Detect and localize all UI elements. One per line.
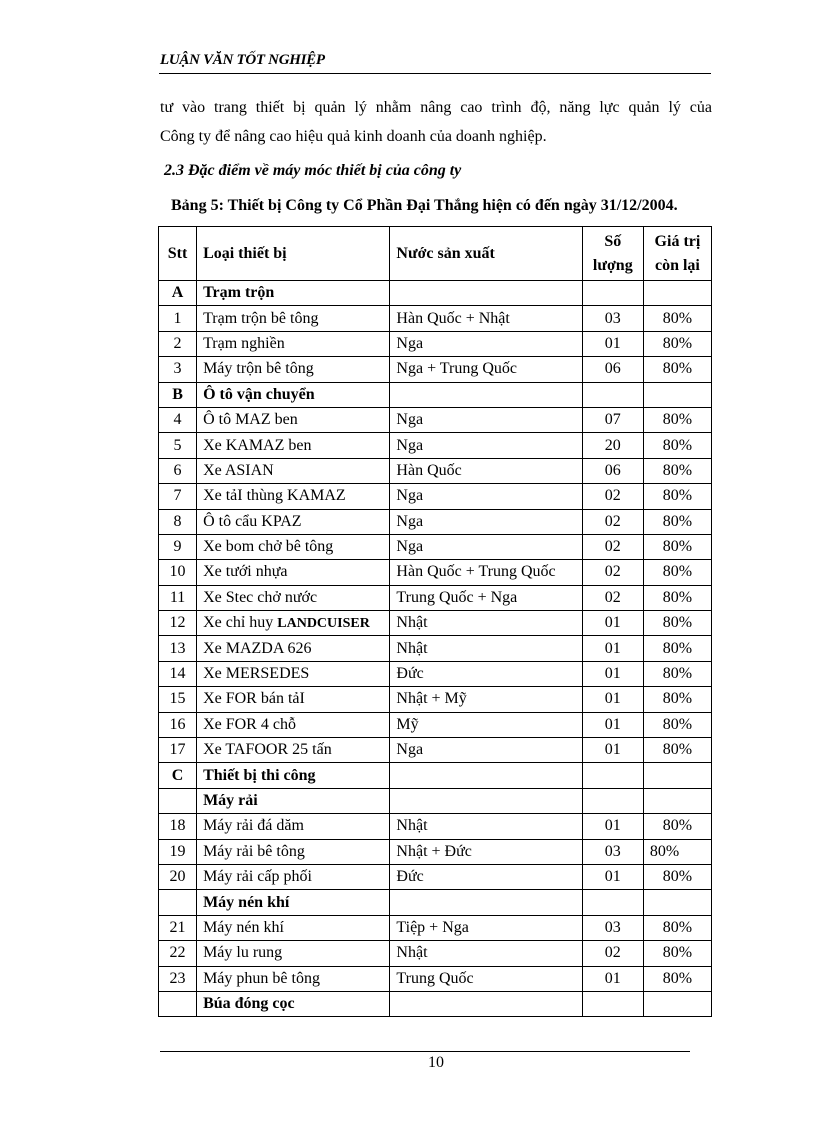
cell-quantity	[582, 890, 643, 915]
cell-equipment-type	[197, 484, 390, 509]
cell-quantity	[582, 763, 643, 788]
table-row	[159, 687, 712, 712]
footer-rule	[160, 1051, 690, 1052]
equipment-type-text: Xe TAFOOR 25 tấn	[203, 741, 332, 759]
cell-stt	[159, 991, 197, 1016]
cell-country-of-origin	[390, 763, 582, 788]
cell-country-of-origin: Nhật	[390, 941, 582, 966]
cell-quantity: 01	[582, 864, 643, 889]
equipment-table	[158, 226, 712, 1017]
cell-country-of-origin: Nhật	[390, 611, 582, 636]
cell-equipment-type	[197, 687, 390, 712]
cell-country-of-origin: Hàn Quốc + Nhật	[390, 306, 582, 331]
cell-stt: 12	[159, 611, 197, 636]
cell-remaining-value: 80%	[643, 458, 711, 483]
cell-country-of-origin	[390, 890, 582, 915]
cell-stt	[159, 788, 197, 813]
cell-quantity: 02	[582, 534, 643, 559]
cell-equipment-type	[197, 864, 390, 889]
cell-stt: 7	[159, 484, 197, 509]
equipment-type-text: Xe MAZDA 626	[203, 639, 312, 657]
cell-remaining-value: 80%	[643, 814, 711, 839]
cell-country-of-origin: Trung Quốc + Nga	[390, 585, 582, 610]
table-row	[159, 484, 712, 509]
equipment-type-text: Xe Stec chở nước	[203, 588, 318, 606]
cell-quantity: 03	[582, 915, 643, 940]
table-row	[159, 331, 712, 356]
table-row	[159, 357, 712, 382]
cell-quantity	[582, 281, 643, 306]
cell-equipment-type	[197, 661, 390, 686]
equipment-brand-text: LANDCUISER	[277, 615, 370, 631]
cell-remaining-value: 80%	[643, 585, 711, 610]
equipment-type-text: Máy rải bê tông	[203, 842, 305, 860]
table-row	[159, 611, 712, 636]
table-row	[159, 915, 712, 940]
cell-stt: 4	[159, 407, 197, 432]
table-header-row	[159, 227, 712, 281]
equipment-type-text: Trạm trộn	[203, 284, 275, 302]
equipment-type-text: Máy phun bê tông	[203, 969, 320, 987]
cell-quantity: 06	[582, 458, 643, 483]
equipment-type-text: Xe FOR 4 chỗ	[203, 715, 296, 733]
table-row	[159, 560, 712, 585]
cell-equipment-type	[197, 915, 390, 940]
cell-country-of-origin: Nga	[390, 484, 582, 509]
cell-equipment-type	[197, 712, 390, 737]
cell-quantity: 01	[582, 966, 643, 991]
cell-country-of-origin: Hàn Quốc + Trung Quốc	[390, 560, 582, 585]
table-row	[159, 636, 712, 661]
table-row	[159, 407, 712, 432]
equipment-type-text: Búa đóng cọc	[203, 995, 295, 1013]
equipment-type-text: Xe bom chở bê tông	[203, 538, 334, 556]
cell-remaining-value: 80%	[643, 331, 711, 356]
cell-remaining-value: 80%	[643, 661, 711, 686]
cell-stt: 13	[159, 636, 197, 661]
cell-remaining-value: 80%	[643, 687, 711, 712]
cell-country-of-origin	[390, 281, 582, 306]
running-header-title: LUẬN VĂN TỐT NGHIỆP	[160, 52, 325, 68]
cell-country-of-origin	[390, 382, 582, 407]
cell-stt: C	[159, 763, 197, 788]
cell-stt: B	[159, 382, 197, 407]
cell-equipment-type	[197, 966, 390, 991]
cell-country-of-origin: Hàn Quốc	[390, 458, 582, 483]
cell-remaining-value: 80%	[643, 915, 711, 940]
header-quantity-line-2: lượng	[592, 256, 633, 274]
cell-country-of-origin: Nga	[390, 509, 582, 534]
cell-equipment-type	[197, 433, 390, 458]
cell-equipment-type	[197, 890, 390, 915]
cell-country-of-origin: Nga	[390, 738, 582, 763]
cell-remaining-value: 80%	[643, 636, 711, 661]
cell-stt: 21	[159, 915, 197, 940]
cell-remaining-value	[643, 890, 711, 915]
cell-remaining-value	[643, 281, 711, 306]
cell-quantity: 02	[582, 509, 643, 534]
equipment-type-text: Máy lu rung	[203, 944, 283, 962]
cell-stt: 9	[159, 534, 197, 559]
equipment-type-text: Máy trộn bê tông	[203, 360, 314, 378]
header-quantity	[582, 227, 643, 281]
cell-equipment-type	[197, 331, 390, 356]
header-quantity-line-1: Số	[604, 232, 622, 250]
cell-quantity: 01	[582, 814, 643, 839]
table-group-row	[159, 991, 712, 1016]
cell-remaining-value: 80%	[643, 306, 711, 331]
cell-remaining-value: 80%	[643, 407, 711, 432]
intro-paragraph-line-2: Công ty để nâng cao hiệu quả kinh doanh của doanh nghiệp.	[160, 128, 547, 145]
cell-equipment-type	[197, 534, 390, 559]
cell-remaining-value: 80%	[643, 966, 711, 991]
cell-equipment-type	[197, 636, 390, 661]
cell-stt: 17	[159, 738, 197, 763]
cell-country-of-origin: Nhật + Mỹ	[390, 687, 582, 712]
page-number: 10	[428, 1054, 444, 1071]
intro-paragraph-line-1: tư vào trang thiết bị quản lý nhằm nâng cao trình độ, năng lực quản lý của	[160, 99, 712, 116]
cell-quantity: 03	[582, 306, 643, 331]
cell-remaining-value: 80%	[643, 534, 711, 559]
table-row	[159, 864, 712, 889]
cell-equipment-type	[197, 281, 390, 306]
cell-country-of-origin: Nhật	[390, 636, 582, 661]
equipment-type-text: Xe chỉ huy	[203, 613, 278, 631]
cell-equipment-type	[197, 357, 390, 382]
cell-remaining-value	[643, 788, 711, 813]
equipment-type-text: Máy nén khí	[203, 918, 284, 936]
cell-stt: 16	[159, 712, 197, 737]
header-stt: Stt	[159, 227, 197, 281]
cell-remaining-value: 80%	[643, 433, 711, 458]
cell-remaining-value: 80%	[643, 839, 711, 864]
table-row	[159, 738, 712, 763]
equipment-type-text: Máy rải	[203, 792, 258, 809]
cell-quantity: 02	[582, 585, 643, 610]
table-row	[159, 458, 712, 483]
table-row	[159, 585, 712, 610]
equipment-type-text: Ô tô vận chuyển	[203, 385, 315, 403]
cell-stt	[159, 890, 197, 915]
table-group-row	[159, 763, 712, 788]
cell-stt: 23	[159, 966, 197, 991]
table-body	[159, 281, 712, 1017]
equipment-type-text: Trạm nghiền	[203, 334, 285, 352]
cell-remaining-value	[643, 763, 711, 788]
table-row	[159, 433, 712, 458]
table-row	[159, 306, 712, 331]
table-row	[159, 839, 712, 864]
cell-equipment-type	[197, 560, 390, 585]
header-value-line-1: Giá trị	[654, 232, 701, 250]
cell-equipment-type	[197, 788, 390, 813]
cell-country-of-origin: Mỹ	[390, 712, 582, 737]
equipment-type-text: Trạm trộn bê tông	[203, 309, 319, 327]
header-remaining-value	[643, 227, 711, 281]
cell-equipment-type	[197, 814, 390, 839]
equipment-type-text: Ô tô MAZ ben	[203, 411, 298, 429]
table-row	[159, 712, 712, 737]
cell-equipment-type	[197, 738, 390, 763]
cell-stt: 5	[159, 433, 197, 458]
equipment-type-text: Máy nén khí	[203, 893, 290, 911]
cell-stt: 15	[159, 687, 197, 712]
cell-stt: 2	[159, 331, 197, 356]
cell-remaining-value	[643, 991, 711, 1016]
header-rule	[159, 73, 711, 74]
cell-quantity: 01	[582, 661, 643, 686]
cell-equipment-type	[197, 941, 390, 966]
cell-equipment-type	[197, 509, 390, 534]
cell-quantity: 03	[582, 839, 643, 864]
equipment-type-text: Xe tưới nhựa	[203, 563, 288, 581]
cell-stt: 19	[159, 839, 197, 864]
table-group-row	[159, 382, 712, 407]
cell-stt: A	[159, 281, 197, 306]
cell-stt: 8	[159, 509, 197, 534]
cell-equipment-type	[197, 458, 390, 483]
cell-stt: 14	[159, 661, 197, 686]
cell-country-of-origin	[390, 991, 582, 1016]
header-country-of-origin: Nước sản xuất	[390, 227, 582, 281]
cell-country-of-origin: Tiệp + Nga	[390, 915, 582, 940]
table-row	[159, 661, 712, 686]
cell-equipment-type	[197, 585, 390, 610]
table-group-row	[159, 788, 712, 813]
cell-country-of-origin: Đức	[390, 864, 582, 889]
cell-equipment-type	[197, 839, 390, 864]
cell-equipment-type	[197, 407, 390, 432]
cell-country-of-origin: Đức	[390, 661, 582, 686]
equipment-type-text: Ô tô cẩu KPAZ	[203, 512, 302, 530]
equipment-type-text: Thiết bị thi công	[203, 766, 316, 784]
equipment-type-text: Máy rải cấp phối	[203, 868, 312, 886]
cell-stt: 6	[159, 458, 197, 483]
cell-stt: 10	[159, 560, 197, 585]
cell-country-of-origin	[390, 788, 582, 813]
table-row	[159, 534, 712, 559]
cell-quantity: 02	[582, 941, 643, 966]
cell-quantity: 07	[582, 407, 643, 432]
equipment-type-text: Xe FOR bán tảI	[203, 690, 305, 708]
cell-country-of-origin: Nhật + Đức	[390, 839, 582, 864]
cell-remaining-value: 80%	[643, 738, 711, 763]
cell-stt: 3	[159, 357, 197, 382]
section-heading: 2.3 Đặc điểm về máy móc thiết bị của công ty	[164, 162, 462, 179]
cell-quantity: 01	[582, 331, 643, 356]
equipment-type-text: Xe ASIAN	[203, 461, 274, 479]
cell-remaining-value	[643, 382, 711, 407]
cell-equipment-type	[197, 991, 390, 1016]
cell-stt: 1	[159, 306, 197, 331]
equipment-type-text: Xe KAMAZ ben	[203, 436, 312, 454]
table-group-row	[159, 281, 712, 306]
cell-stt: 18	[159, 814, 197, 839]
cell-quantity: 01	[582, 611, 643, 636]
table-caption: Bảng 5: Thiết bị Công ty Cổ Phần Đại Thắng hiện có đến ngày 31/12/2004.	[171, 197, 678, 214]
cell-stt: 11	[159, 585, 197, 610]
cell-quantity: 01	[582, 712, 643, 737]
table-group-row	[159, 890, 712, 915]
cell-equipment-type	[197, 611, 390, 636]
header-value-line-2: còn lại	[654, 256, 700, 274]
table-row	[159, 966, 712, 991]
cell-quantity: 01	[582, 738, 643, 763]
cell-remaining-value: 80%	[643, 560, 711, 585]
cell-country-of-origin: Nga + Trung Quốc	[390, 357, 582, 382]
table-row	[159, 814, 712, 839]
table-row	[159, 941, 712, 966]
cell-remaining-value: 80%	[643, 864, 711, 889]
cell-remaining-value: 80%	[643, 357, 711, 382]
cell-quantity	[582, 788, 643, 813]
header-equipment-type: Loại thiết bị	[197, 227, 390, 281]
cell-country-of-origin: Nga	[390, 433, 582, 458]
cell-quantity: 01	[582, 636, 643, 661]
cell-country-of-origin: Nga	[390, 331, 582, 356]
cell-quantity: 06	[582, 357, 643, 382]
cell-country-of-origin: Nga	[390, 534, 582, 559]
cell-country-of-origin: Nga	[390, 407, 582, 432]
cell-quantity: 20	[582, 433, 643, 458]
cell-quantity	[582, 382, 643, 407]
cell-quantity: 02	[582, 484, 643, 509]
cell-country-of-origin: Trung Quốc	[390, 966, 582, 991]
cell-country-of-origin: Nhật	[390, 814, 582, 839]
cell-quantity	[582, 991, 643, 1016]
equipment-type-text: Xe tảI thùng KAMAZ	[203, 487, 346, 505]
cell-quantity: 02	[582, 560, 643, 585]
equipment-type-text: Máy rải đá dăm	[203, 817, 304, 835]
cell-equipment-type	[197, 306, 390, 331]
cell-equipment-type	[197, 763, 390, 788]
table-row	[159, 509, 712, 534]
cell-remaining-value: 80%	[643, 611, 711, 636]
cell-equipment-type	[197, 382, 390, 407]
cell-remaining-value: 80%	[643, 484, 711, 509]
cell-quantity: 01	[582, 687, 643, 712]
cell-stt: 22	[159, 941, 197, 966]
equipment-type-text: Xe MERSEDES	[203, 665, 310, 683]
cell-remaining-value: 80%	[643, 941, 711, 966]
cell-remaining-value: 80%	[643, 712, 711, 737]
cell-stt: 20	[159, 864, 197, 889]
cell-remaining-value: 80%	[643, 509, 711, 534]
